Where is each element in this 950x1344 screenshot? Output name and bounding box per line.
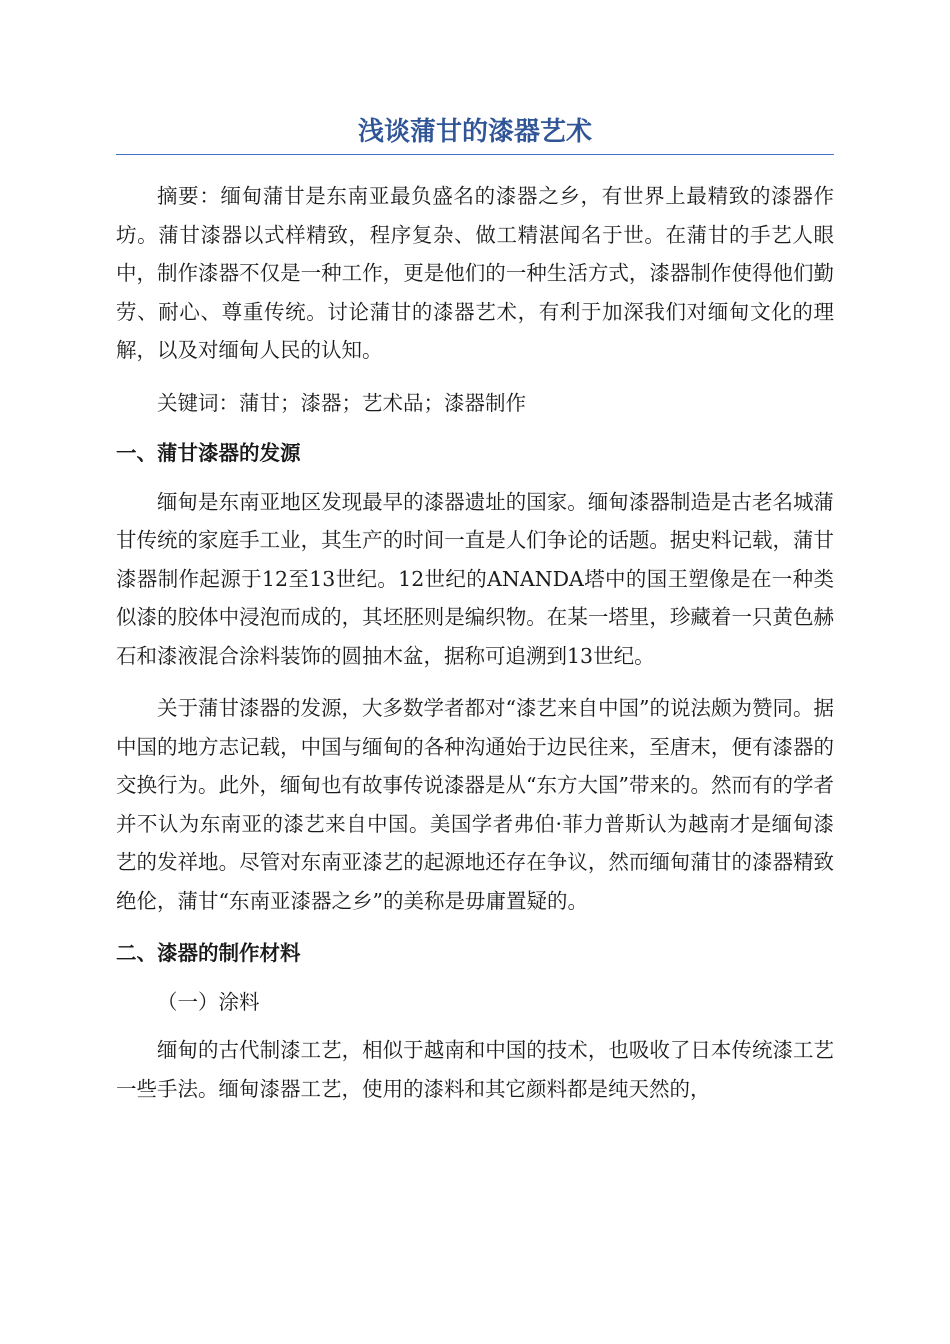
subsection-heading-coating: （一）涂料 [157, 989, 260, 1014]
section-heading-materials: 二、漆器的制作材料 [116, 941, 301, 965]
document-page [116, 112, 834, 1122]
document-title: 浅谈蒲甘的漆器艺术 [357, 117, 592, 147]
keywords-paragraph: 关键词：蒲甘；漆器；艺术品；漆器制作 [157, 390, 526, 415]
body-paragraph: 关于蒲甘漆器的发源，大多数学者都对“漆艺来自中国”的说法颇为赞同。据中国的地方志记载，中国与缅甸的各种沟通始于边民往来，至唐末，便有漆器的交换行为。此外，缅甸也有故事传说漆器是从“东方大国”带来的。然而有的学者并不认为东南亚的漆艺来自中国。美国学者弗伯·菲力普斯认为越南才是缅甸漆艺的发祥地。尽管对东南亚漆艺的起源地还存在争议，然而缅甸蒲甘的漆器精致绝伦，蒲甘“东南亚漆器之乡”的美称是毋庸置疑的。 [116, 696, 834, 913]
body-paragraph: 缅甸是东南亚地区发现最早的漆器遗址的国家。缅甸漆器制造是古老名城蒲甘传统的家庭手工业，其生产的时间一直是人们争论的话题。据史料记载，蒲甘漆器制作起源于12至13世纪。12世纪的ANANDA塔中的国王塑像是在一种类似漆的胶体中浸泡而成的，其坯胚则是编织物。在某一塔里，珍藏着一只黄色赫石和漆液混合涂料装饰的圆抽木盆，据称可追溯到13世纪。 [116, 489, 834, 668]
body-paragraph: 缅甸的古代制漆工艺，相似于越南和中国的技术，也吸收了日本传统漆工艺一些手法。缅甸漆器工艺，使用的漆料和其它颜料都是纯天然的， [116, 1038, 834, 1101]
section-heading-origin: 一、蒲甘漆器的发源 [116, 441, 301, 465]
abstract-paragraph: 摘要：缅甸蒲甘是东南亚最负盛名的漆器之乡，有世界上最精致的漆器作坊。蒲甘漆器以式样精致，程序复杂、做工精湛闻名于世。在蒲甘的手艺人眼中，制作漆器不仅是一种工作，更是他们的一种生活方式，漆器制作使得他们勤劳、耐心、尊重传统。讨论蒲甘的漆器艺术，有利于加深我们对缅甸文化的理解，以及对缅甸人民的认知。 [116, 184, 834, 362]
title-underline [116, 154, 834, 155]
